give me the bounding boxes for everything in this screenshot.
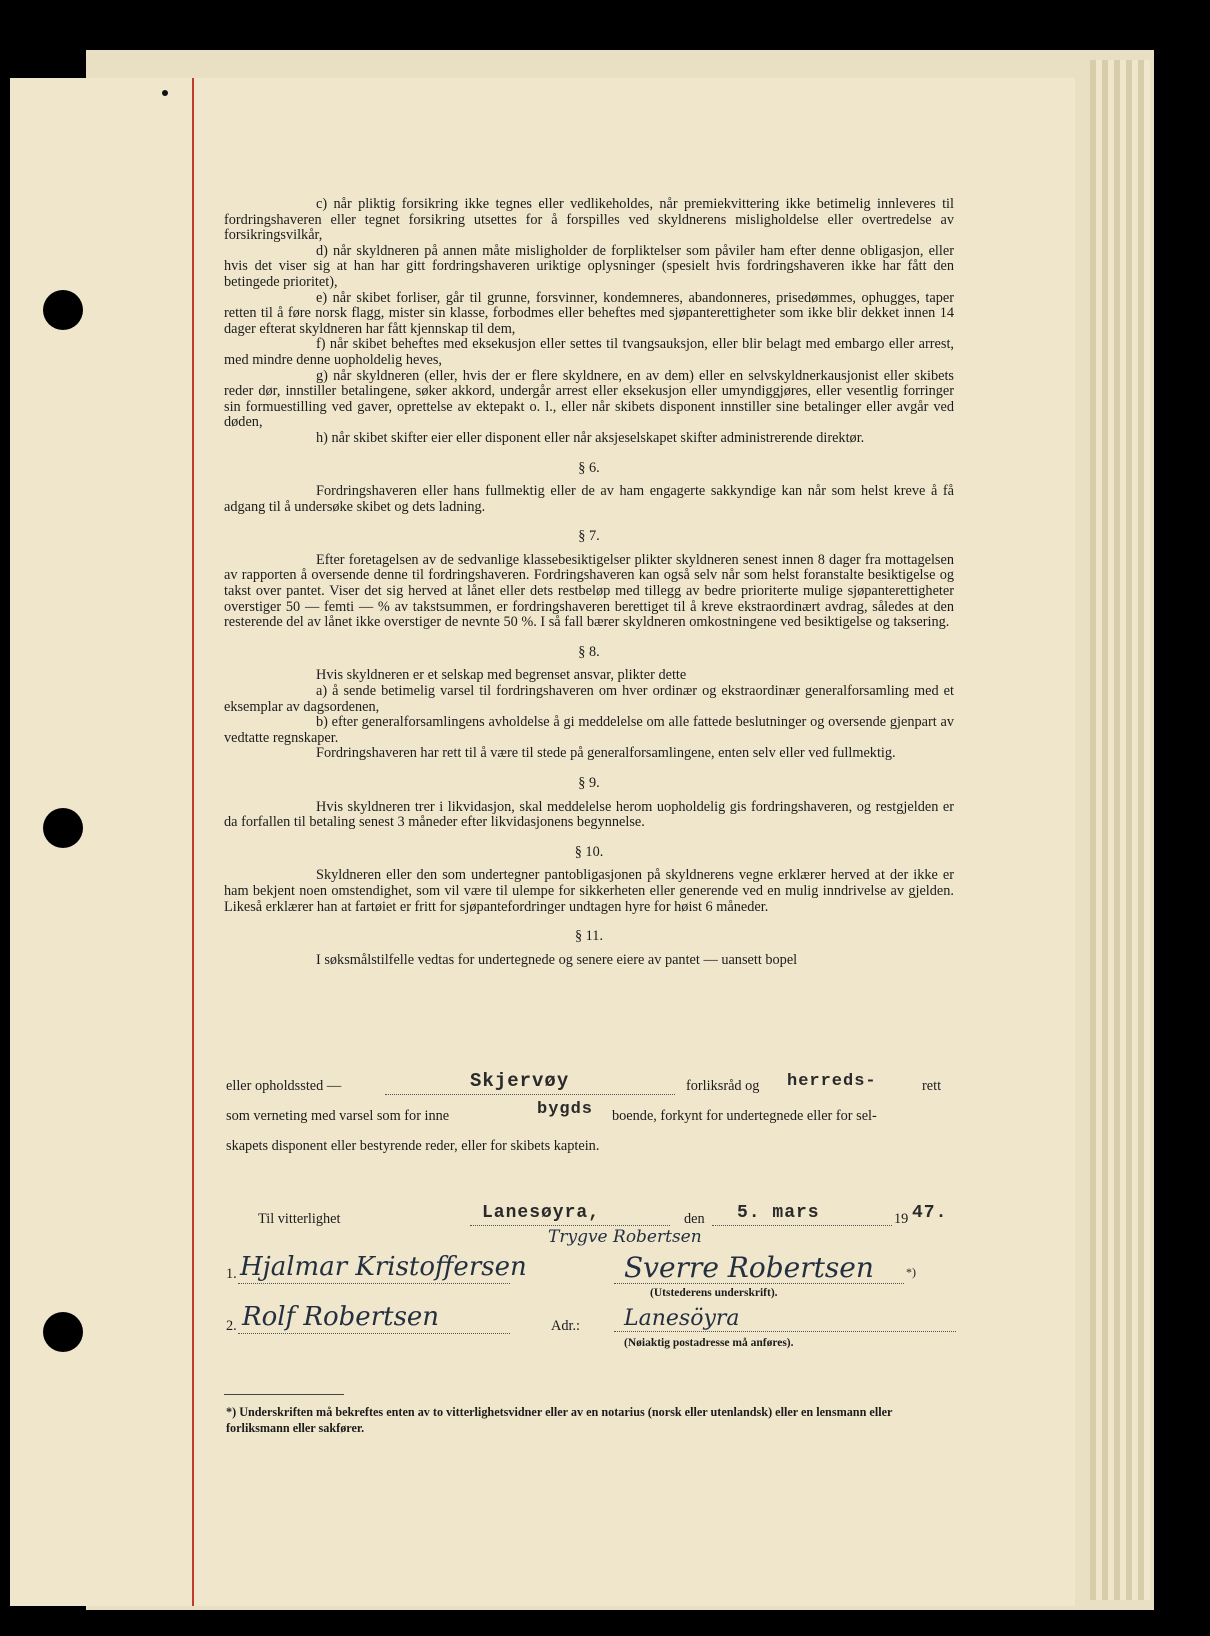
venue-prefix: eller opholdssted — [226,1078,342,1094]
footnote-rule [224,1394,344,1395]
signing-date: 5. mars [737,1203,820,1223]
venue-place: Skjervøy [470,1070,570,1092]
dotted-fill-line [614,1331,956,1332]
issuer-signature: Sverre Robertsen [624,1251,874,1284]
signing-place: Lanesøyra, [482,1203,601,1223]
dotted-fill-line [238,1283,510,1284]
venue2-typed: bygds [537,1100,594,1119]
section-heading: § 6. [578,459,600,476]
stacked-pages-edge [1090,60,1150,1600]
contract-body [224,197,954,968]
paragraph: g) når skyldneren (eller, hvis der er flere skyldnere, en av dem) eller en selvskyldnerkausjonist eller skibets reder dør, innstiller betalingene, søker akkord, undergår arrest eller eksekusjon eller umyndiggjøres, eller vesentlig forringer sin formuestilling ved gaver, oprettelse av ektepakt o. l., eller når skibets disponent innstiller sine betalinger eller avgår ved døden, [224,367,954,431]
year-prefix: 19 [894,1211,909,1227]
venue2-suffix: boende, forkynt for undertegnede eller for sel- [612,1108,877,1124]
paragraph: Efter foretagelsen av de sedvanlige klassebesiktigelser plikter skyldneren senest innen 8 dager fra mottagelsen av rapporten å oversende denne til fordringshaveren. Fordringshaveren kan også selv når som helst foranstalte besiktigelse og takst over pantet. Viser det sig herved at lånet eller dets restbeløp med tillegg av bedre prioriterte mulige sjøpanterettigheter overstiger 50 — femti — % av takstsummen, er fordringshaveren berettiget til å kreve ekstraordinært avdrag, således at den resterende del av lånet ikke overstiger de nevnte 50 %. I så fall bærer skyldneren omkostningene ved besiktigelse og taksering. [224,551,954,631]
witness1-number: 1. [226,1266,237,1282]
venue-mid: forliksråd og [686,1078,760,1094]
witness2-number: 2. [226,1318,237,1334]
paragraph: Hvis skyldneren trer i likvidasjon, skal meddelelse herom uopholdelig gis fordringshaveren, og restgjelden er da forfallen til betaling senest 3 måneder efter likvidasjonens begynnelse. [224,798,954,831]
issuer-caption: (Utstederens underskrift). [650,1287,778,1299]
paragraph: I søksmålstilfelle vedtas for undertegnede og senere eiere av pantet — uansett bopel [316,951,798,968]
witness1-signature: Hjalmar Kristoffersen [240,1252,527,1282]
address-caption: (Nøiaktig postadresse må anføres). [624,1337,794,1349]
dotted-fill-line [712,1225,892,1226]
punch-hole [43,808,83,848]
paragraph: Fordringshaveren eller hans fullmektig eller de av ham engagerte sakkyndige kan når som helst kreve å få adgang til å undersøke skibet og dets ladning. [224,483,954,515]
paragraph: Skyldneren eller den som undertegner pantobligasjonen på skyldnerens vegne erklærer herved at der ikke er ham bekjent noen omstendighet, som vil være til ulempe for sikkerheten eller generende ved en mulig inndrivelse av gjelden. Likeså erklærer han at fartøiet er fritt for sjøpantefordringer undtagen hyre for høist 6 måneder. [224,867,954,915]
witness2-signature: Rolf Robertsen [242,1302,440,1332]
dotted-fill-line [470,1225,670,1226]
paragraph: Hvis skyldneren er et selskap med begrenset ansvar, plikter dette [316,667,687,684]
dotted-fill-line [614,1283,904,1284]
section-heading: § 11. [574,928,604,945]
section-heading: § 7. [578,528,600,545]
dotted-fill-line [238,1333,510,1334]
punch-hole [43,290,83,330]
signing-year: 47. [912,1203,948,1223]
paragraph: c) når pliktig forsikring ikke tegnes eller vedlikeholdes, når premiekvittering ikke betimelig innleveres til fordringshaveren eller tegnet forsikring utsettes for å forspilles ved skyldnerens misligholdelse eller overtredelse av forsikringsvilkår, [224,196,954,244]
den-label: den [684,1211,705,1227]
paragraph: e) når skibet forliser, går til grunne, forsvinner, kondemneres, abandonneres, prisedømmes, ophugges, taper retten til å føre norsk flagg, mister sin klasse, forbodmes eller beheftes med sjøpanterettigheter som ikke blir dekket innen 14 dager efterat skyldneren har fått kjennskap til dem, [224,289,954,337]
extra-signature: Trygve Robertsen [548,1227,702,1247]
issuer-footnote-mark: *) [906,1265,916,1279]
dotted-fill-line [385,1094,675,1095]
venue2-prefix: som verneting med varsel som for inne [226,1108,450,1124]
section-heading: § 8. [578,643,600,660]
venue-line [226,1078,341,1095]
ink-dot [162,90,168,96]
venue3-line: skapets disponent eller bestyrende reder, eller for skibets kaptein. [226,1138,600,1154]
paragraph: Fordringshaveren har rett til å være til stede på generalforsamlingene, enten selv eller ved fullmektig. [316,745,896,762]
witness-label: Til vitterlighet [258,1211,341,1227]
paragraph: f) når skibet beheftes med eksekusjon eller settes til tvangsauksjon, eller blir belagt med embargo eller arrest, med mindre denne uopholdelig heves, [224,336,954,368]
footnote: *) Underskriften må bekreftes enten av to vitterlighetsvidner eller av en notarius (norsk eller utenlandsk) eller en lensmann eller forliksmann eller sakfører. [226,1405,893,1435]
paragraph: a) å sende betimelig varsel til fordringshaveren om hver ordinær og ekstraordinær generalforsamling med et eksemplar av dagsordenen, [224,683,954,715]
paragraph: d) når skyldneren på annen måte misligholder de forpliktelser som påviler ham efter denne obligasjon, eller hvis det viser sig at han har gitt fordringshaveren uriktige oplysninger (spesielt hvis fordringshaveren ikke har fått den betingede prioritet), [224,242,954,290]
paragraph: b) efter generalforsamlingens avholdelse å gi meddelelse om alle fattede beslutninger og oversende gjenpart av vedtatte regnskaper. [224,714,954,746]
red-margin-line [192,78,194,1606]
venue-court: herreds- [787,1072,877,1091]
venue-suffix: rett [922,1078,942,1094]
address-label: Adr.: [551,1318,580,1334]
address-handwritten: Lanesöyra [624,1306,740,1331]
section-heading: § 10. [574,843,604,860]
section-heading: § 9. [578,775,600,791]
punch-hole [43,1312,83,1352]
paragraph: h) når skibet skifter eier eller disponent eller når aksjeselskapet skifter administrerende direktør. [316,429,865,446]
